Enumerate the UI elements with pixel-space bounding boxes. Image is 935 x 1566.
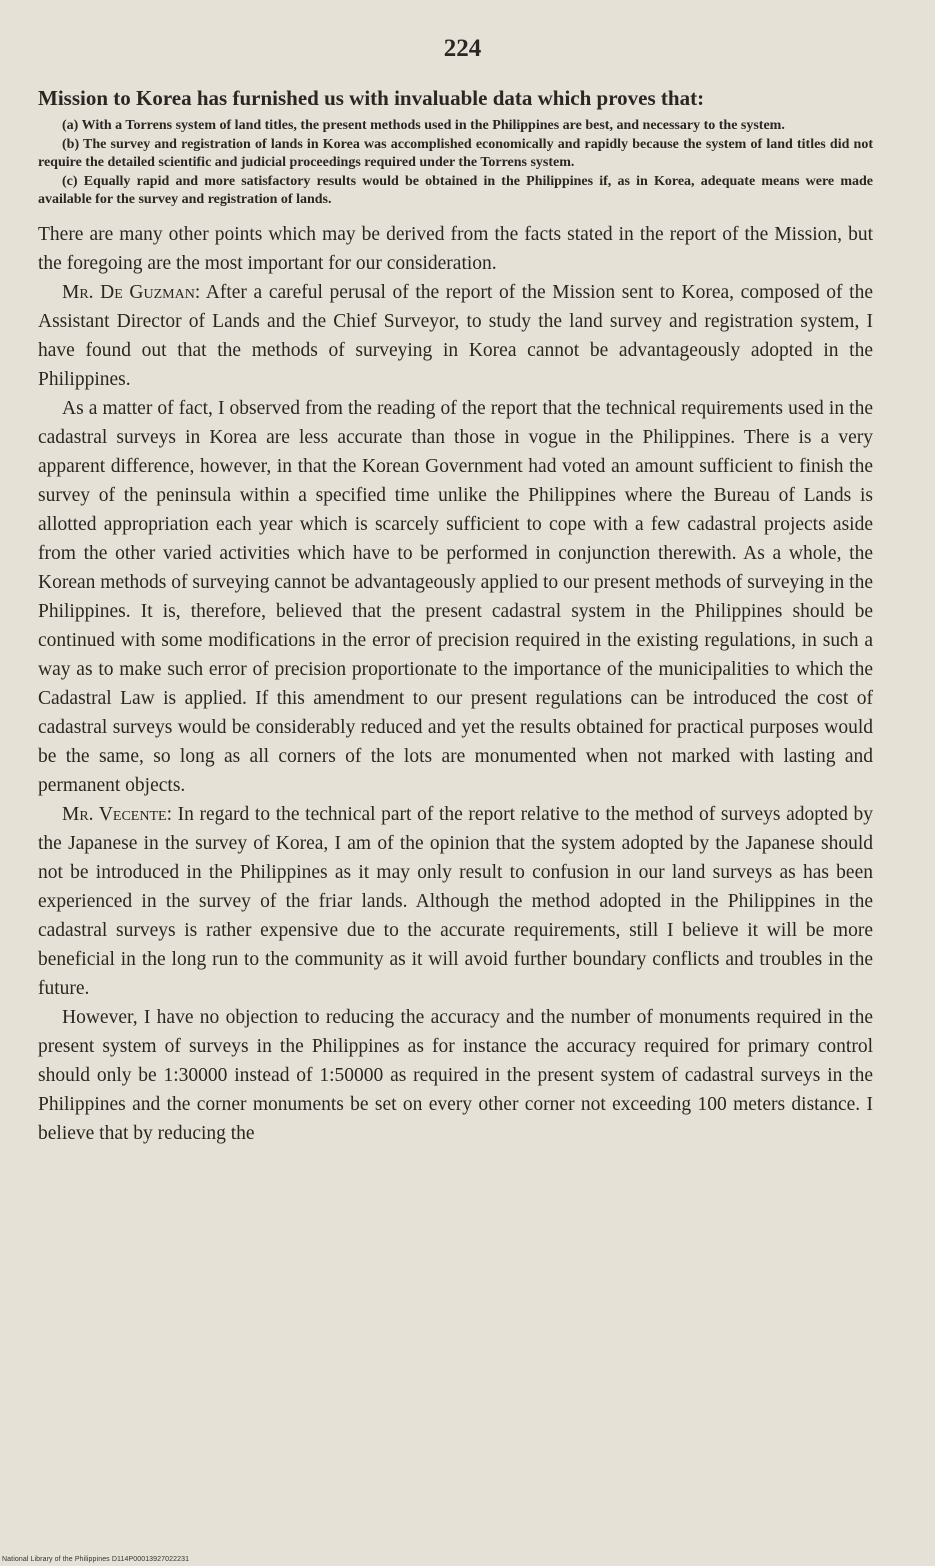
paragraph (38, 278, 873, 394)
findings-list (38, 117, 873, 210)
paragraph-text: In regard to the technical part of the report relative to the method of surveys adopted by the Japanese in the survey of Korea, I am of the opinion that the system adopted by the Japanese should not be introduced in the Philippines as it may only result to confusion in our land surveys as has been experienced in the survey of the friar lands. Although the method adopted in the Philippines in the cadastral surveys is rather expensive due to the accurate requirements, still I believe it will be more beneficial in the long run to the community as it will avoid further boundary conflicts and troubles in the future. (38, 803, 873, 999)
footer-caption: National Library of the Philippines D114P00013927022231 (2, 1556, 190, 1563)
page-number: 224 (443, 35, 482, 62)
paragraph (38, 800, 873, 1003)
speaker-name: Mr. De Guzman: (62, 281, 201, 303)
speaker-name: Mr. Vecente: (62, 803, 172, 825)
paragraph: However, I have no objection to reducing the accuracy and the number of monuments required in the present system of surveys in the Philippines as for instance the accuracy required for primary control should only be 1:30000 instead of 1:50000 as required in the present system of cadastral surveys in the Philippines and the corner monuments be set on every other corner not exceeding 100 meters distance. I believe that by reducing the (38, 1006, 873, 1144)
intro-line: Mission to Korea has furnished us with invaluable data which proves that: (38, 86, 705, 110)
paragraph-text: After a careful perusal of the report of the Mission sent to Korea, composed of the Assistant Director of Lands and the Chief Surveyor, to study the land survey and registration system, I have found out that the methods of surveying in Korea cannot be advantageously adopted in the Philippines. (38, 281, 873, 390)
list-item: (c) Equally rapid and more satisfactory results would be obtained in the Philippines if, as in Korea, adequate means were made available for the survey and registration of lands. (38, 173, 873, 207)
paragraph: As a matter of fact, I observed from the reading of the report that the technical requirements used in the cadastral surveys in Korea are less accurate than those in vogue in the Philippines. There is a very apparent difference, however, in that the Korean Government had voted an amount sufficient to finish the survey of the peninsula within a specified time unlike the Philippines where the Bureau of Lands is allotted appropriation each year which is scarcely sufficient to cope with a few cadastral projects aside from the other varied activities which have to be performed in conjunction therewith. As a whole, the Korean methods of surveying cannot be advantageously applied to our present methods of surveying in the Philippines. It is, therefore, believed that the present cadastral system in the Philippines should be continued with some modifications in the error of precision required in the existing regulations, in such a way as to make such error of precision proportionate to the importance of the municipalities to which the Cadastral Law is applied. If this amendment to our present regulations can be introduced the cost of cadastral surveys would be considerably reduced and yet the results obtained for practical purposes would be the same, so long as all corners of the lots are monumented when not marked with lasting and permanent objects. (38, 397, 873, 796)
list-item: (a) With a Torrens system of land titles, the present methods used in the Philippines are best, and necessary to the system. (62, 118, 785, 133)
paragraph: There are many other points which may be derived from the facts stated in the report of the Mission, but the foregoing are the most important for our consideration. (38, 223, 873, 274)
list-item: (b) The survey and registration of lands in Korea was accomplished economically and rapidly because the system of land titles did not require the detailed scientific and judicial proceedings required under the Torrens system. (38, 136, 873, 170)
body-text (38, 220, 873, 1148)
